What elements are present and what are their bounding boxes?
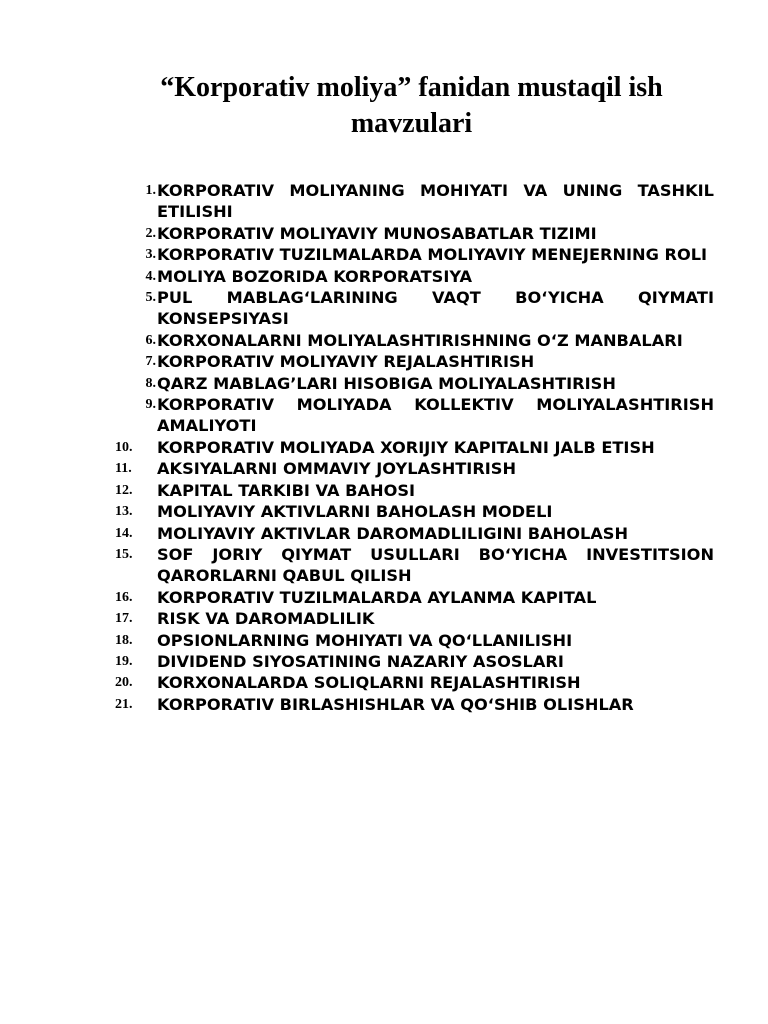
topic-text: KORPORATIV MOLIYANING MOHIYATI VA UNING TASHKIL ETILISHI [157, 181, 714, 222]
topic-item [115, 694, 714, 715]
topic-text: KORPORATIV BIRLASHISHLAR VA QO‘SHIB OLISHLAR [157, 694, 634, 714]
topic-item [115, 501, 714, 522]
topic-number: 11. [115, 461, 132, 477]
topic-item [118, 373, 714, 394]
topic-text: KAPITAL TARKIBI VA BAHOSI [157, 480, 416, 500]
topic-text: MOLIYAVIY AKTIVLAR DAROMADLILIGINI BAHOLASH [157, 523, 629, 543]
topic-number: 15. [115, 546, 133, 562]
topic-text: KORPORATIV MOLIYADA KOLLEKTIV MOLIYALASHTIRISH AMALIYOTI [157, 395, 714, 436]
topic-number: 5. [145, 290, 156, 306]
topic-text: QARZ MABLAG’LARI HISOBIGA MOLIYALASHTIRISH [157, 373, 616, 393]
topic-number: 8. [145, 375, 156, 391]
title-line-1: “Korporativ moliya” fanidan mustaqil ish [160, 72, 663, 103]
topic-item [115, 630, 714, 651]
topic-item [115, 587, 714, 608]
topic-number: 9. [145, 397, 156, 413]
title-line-2: mavzulari [350, 108, 473, 139]
topic-item [115, 523, 714, 544]
topic-number: 7. [145, 354, 156, 370]
topic-number: 6. [145, 332, 156, 348]
topic-number: 13. [115, 504, 133, 520]
topic-text: DIVIDEND SIYOSATINING NAZARIY ASOSLARI [157, 651, 564, 671]
topic-number: 20. [115, 675, 133, 691]
topic-number: 17. [115, 611, 133, 627]
topic-text: MOLIYA BOZORIDA KORPORATSIYA [157, 266, 473, 286]
topic-number: 21. [115, 696, 133, 712]
topic-item [115, 480, 714, 501]
topic-item [115, 672, 714, 693]
topic-number: 19. [115, 653, 133, 669]
topic-text: KORPORATIV TUZILMALARDA MOLIYAVIY MENEJERNING ROLI [157, 245, 708, 265]
topic-text: KORPORATIV MOLIYADA XORIJIY KAPITALNI JALB ETISH [157, 437, 655, 457]
topic-item [118, 287, 714, 330]
topic-text: MOLIYAVIY AKTIVLARNI BAHOLASH MODELI [157, 502, 553, 522]
topic-text: KORXONALARDA SOLIQLARNI REJALASHTIRISH [157, 673, 581, 693]
topic-number: 3. [145, 247, 156, 263]
topic-item [118, 394, 714, 437]
topic-item [115, 544, 714, 587]
topic-item [118, 180, 714, 223]
topic-text: OPSIONLARNING MOHIYATI VA QO‘LLANILISHI [157, 630, 573, 650]
topic-text: KORXONALARNI MOLIYALASHTIRISHNING O‘Z MANBALARI [157, 330, 683, 350]
topic-text: SOF JORIY QIYMAT USULLARI BO‘YICHA INVESTITSION QARORLARNI QABUL QILISH [157, 544, 714, 586]
topic-number: 18. [115, 632, 133, 648]
topic-text: AKSIYALARNI OMMAVIY JOYLASHTIRISH [157, 459, 517, 479]
topic-item [115, 458, 714, 479]
topic-item [115, 437, 714, 458]
topic-text: RISK VA DAROMADLILIK [157, 609, 375, 629]
topic-item [115, 608, 714, 629]
topic-item [115, 651, 714, 672]
topic-number: 10. [115, 439, 133, 455]
topic-number: 16. [115, 589, 133, 605]
topic-number: 2. [145, 225, 156, 241]
topic-text: KORPORATIV MOLIYAVIY MUNOSABATLAR TIZIMI [157, 223, 597, 243]
topic-number: 14. [115, 525, 133, 541]
topic-number: 1. [145, 183, 156, 198]
topic-text: KORPORATIV TUZILMALARDA AYLANMA KAPITAL [157, 587, 597, 607]
topic-list [115, 180, 714, 715]
topic-text: PUL MABLAG‘LARINING VAQT BO‘YICHA QIYMATI KONSEPSIYASI [157, 288, 714, 329]
topic-number: 4. [145, 268, 156, 284]
topic-item [118, 330, 714, 351]
topic-item [118, 266, 714, 287]
topic-item [118, 351, 714, 372]
document-title [100, 70, 723, 142]
topic-text: KORPORATIV MOLIYAVIY REJALASHTIRISH [157, 352, 535, 372]
topic-item [118, 244, 714, 265]
topic-item [118, 223, 714, 244]
topic-number: 12. [115, 482, 133, 498]
